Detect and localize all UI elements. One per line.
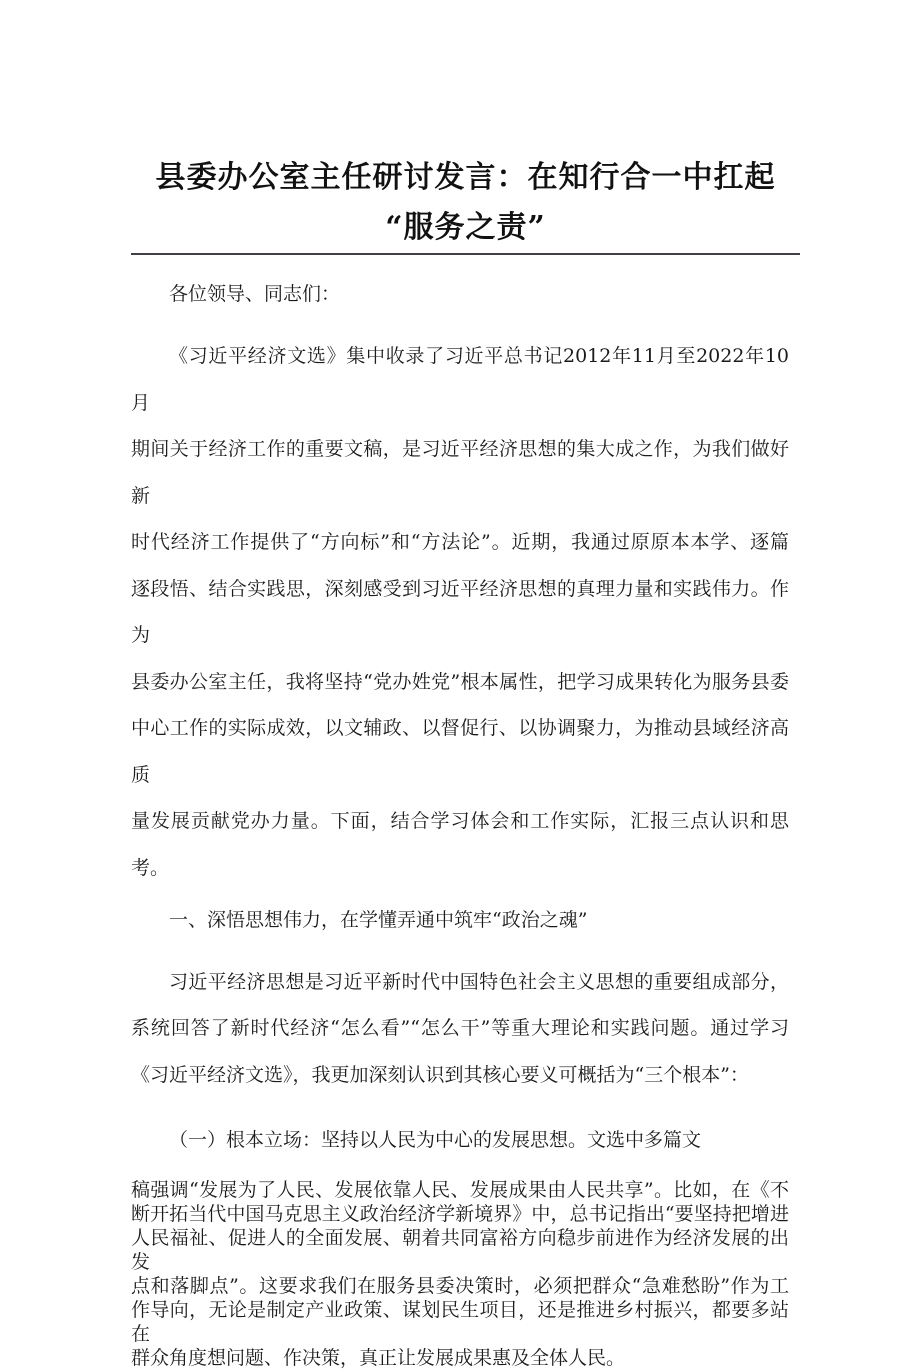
text-line: 逐段悟、结合实践思，深刻感受到习近平经济思想的真理力量和实践伟力。作为 [131, 577, 789, 646]
text-line: 人民福祉、促进人的全面发展、朝着共同富裕方向稳步前进作为经济发展的出发 [131, 1226, 789, 1273]
document-title [131, 0, 800, 253]
text-line: 群众角度想问题、作决策，真正让发展成果惠及全体人民。 [131, 1346, 626, 1369]
paragraph-section-intro [131, 959, 789, 1099]
text-line: 期间关于经济工作的重要文稿，是习近平经济思想的集大成之作，为我们做好新 [131, 438, 789, 507]
text-line: 县委办公室主任，我将坚持“党办姓党”根本属性，把学习成果转化为服务县委 [131, 670, 789, 693]
text-line: 作导向，无论是制定产业政策、谋划民生项目，还是推进乡村振兴，都要多站在 [131, 1298, 789, 1345]
title-line-2: “服务之责” [385, 210, 546, 245]
text-line: 点和落脚点”。这要求我们在服务县委决策时，必须把群众“急难愁盼”作为工 [131, 1274, 789, 1297]
title-line-1: 县委办公室主任研讨发言：在知行合一中扛起 [155, 160, 776, 195]
text-line: 《习近平经济文选》，我更加深刻认识到其核心要义可概括为“三个根本”： [131, 1063, 749, 1086]
text-line: 时代经济工作提供了“方向标”和“方法论”。近期，我通过原原本本学、逐篇 [131, 531, 789, 553]
paragraph-subsection-body [131, 1178, 789, 1370]
text-line: 断开拓当代中国马克思主义政治经济学新境界》中，总书记指出“要坚持把增进 [131, 1202, 789, 1225]
greeting-line: 各位领导、同志们： [169, 283, 341, 305]
text-line: 系统回答了新时代经济“怎么看”“怎么干”等重大理论和实践问题。通过学习 [131, 1017, 789, 1039]
text-line: 《习近平经济文选》集中收录了习近平总书记2012年11月至2022年10月 [131, 345, 789, 414]
text-line: 量发展贡献党办力量。下面，结合学习体会和工作实际，汇报三点认识和思考。 [131, 810, 789, 879]
paragraph-opening [131, 333, 789, 891]
text-line: 中心工作的实际成效，以文辅政、以督促行、以协调聚力，为推动县域经济高质 [131, 717, 789, 786]
subsection-heading: （一）根本立场：坚持以人民为中心的发展思想。文选中多篇文 [169, 1128, 702, 1151]
title-divider-rule [131, 253, 800, 255]
text-line: 习近平经济思想是习近平新时代中国特色社会主义思想的重要组成部分， [169, 970, 789, 993]
document-body [131, 271, 789, 1370]
text-line: 稿强调“发展为了人民、发展依靠人民、发展成果由人民共享”。比如，在《不 [131, 1178, 789, 1201]
section-heading: 一、深悟思想伟力，在学懂弄通中筑牢“政治之魂” [169, 908, 588, 931]
